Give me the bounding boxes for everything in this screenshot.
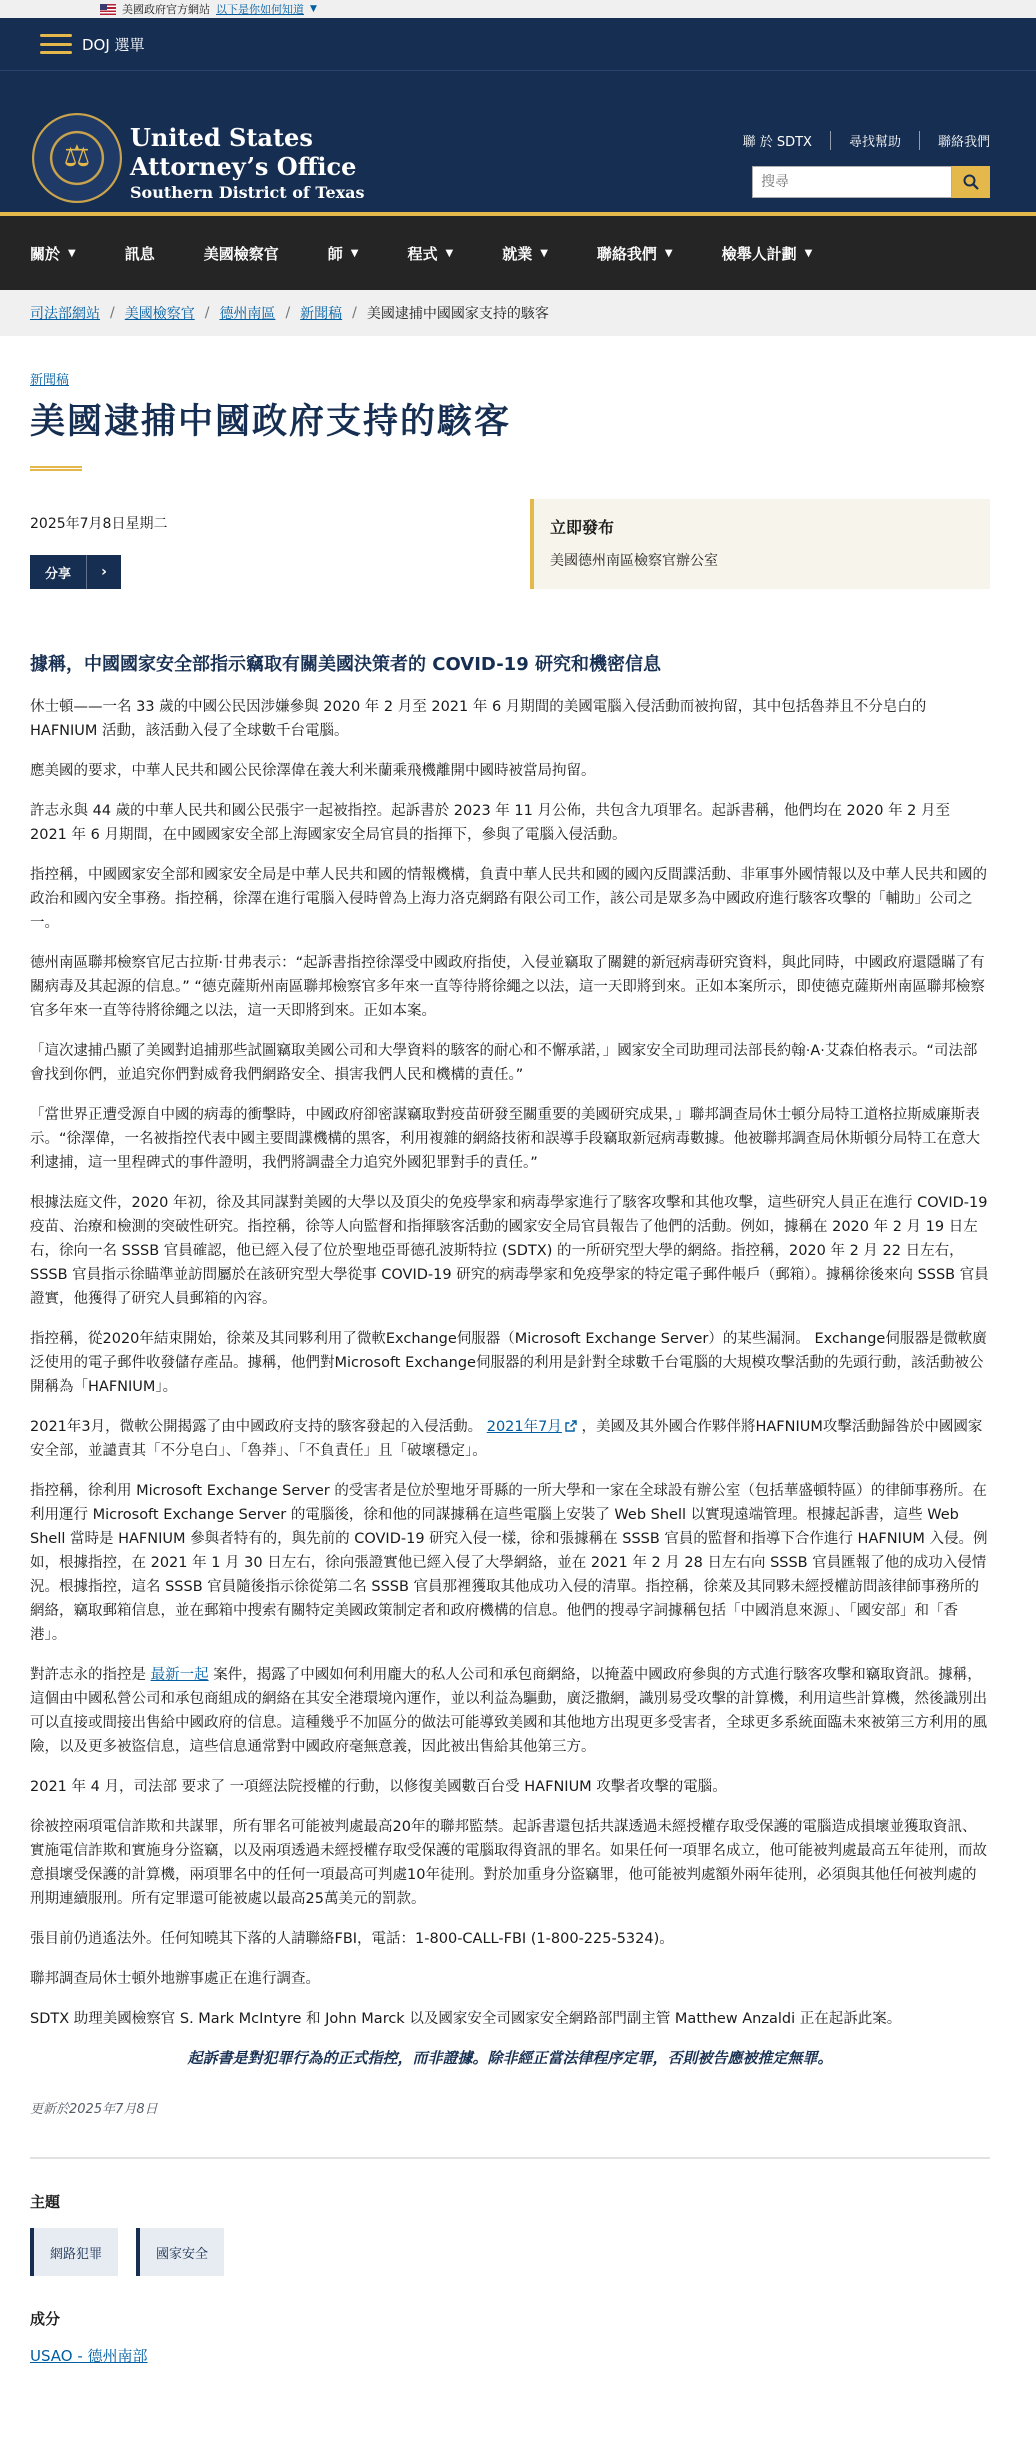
- nav-item-whistleblower[interactable]: [722, 243, 834, 264]
- chevron-down-icon: ▼: [664, 247, 673, 259]
- topic-cybercrime[interactable]: 網路犯罪: [30, 2228, 118, 2276]
- body-paragraph: 指控稱，從2020年結束開始，徐萊及其同夥利用了微軟Exchange伺服器（Microsoft Exchange Server）的某些漏洞。 Exchange伺服器是微軟廣泛使用的電子郵件收發儲存產品。據稱，他們對Microsoft Exchange伺服器的利用是針對全球數千台電腦的大規模攻擊活動的先頭行動，該活動被公開稱為「HAFNIUM」。: [30, 1331, 987, 1395]
- page-title: 美國逮捕中國政府支持的駭客: [30, 402, 512, 442]
- search-form: [752, 166, 990, 198]
- component-link[interactable]: USAO - 德州南部: [30, 2347, 148, 2365]
- gov-banner-text: 美國政府官方網站: [122, 3, 210, 16]
- nav-label: 訊息: [124, 244, 155, 263]
- doj-seal-logo[interactable]: [32, 113, 122, 203]
- chevron-down-icon: ▼: [540, 247, 548, 259]
- body-paragraph: 「這次逮捕凸顯了美國對追捕那些試圖竊取美國公司和大學資料的駭客的耐心和不懈承諾，」國家安全司助理司法部長約翰·A·艾森伯格表示。“司法部會找到你們，並追究你們對威脅我們網路安全、損害我們人民和機構的責任。”: [30, 1043, 978, 1083]
- breadcrumb-separator: /: [352, 305, 357, 321]
- breadcrumb-doj[interactable]: 司法部網站: [30, 306, 100, 322]
- article-content: [0, 336, 1036, 2366]
- search-input[interactable]: [752, 166, 952, 198]
- office-name-line2: Attorney’s Office: [130, 152, 357, 181]
- chevron-down-icon[interactable]: ▼: [310, 4, 317, 14]
- hamburger-menu-icon[interactable]: [40, 34, 72, 54]
- article-subheading: 據稱，中國國家安全部指示竊取有關美國決策者的 COVID-19 研究和機密信息: [30, 654, 661, 675]
- body-paragraph: 根據法庭文件，2020 年初，徐及其同謀對美國的大學以及頂尖的免疫學家和病毒學家進行了駭客攻擊和其他攻擊，這些研究人員正在進行 COVID-19 疫苗、治療和檢測的突破性研究。指控稱，徐等人向監督和指揮駭客活動的國家安全局官員報告了他們的活動。例如，據稱在 2020 年 2 月 19 日左右，徐向一名 SSSB 官員確認，他已經入侵了位於聖地亞哥德孔波斯特拉 (SDTX) 的一所研究型大學的網絡。指控稱，2020 年 2 月 22 日左右，SSSB 官員指示徐瞄準並訪問屬於在該研究型大學從事 COVID-19 研究的病毒學家和免疫學家的特定電子郵件帳戶（郵箱）。據稱徐後來向 SSSB 官員證實，他獲得了研究人員郵箱的內容。: [30, 1195, 989, 1307]
- release-heading: 立即發布: [550, 518, 615, 537]
- nav-label: 程式: [407, 244, 438, 263]
- chevron-down-icon: ▼: [350, 247, 359, 259]
- nav-label: 聯絡我們: [596, 244, 657, 263]
- util-link-find-help[interactable]: 尋找幫助: [830, 131, 901, 150]
- breadcrumb-separator: /: [110, 305, 115, 321]
- paragraph-text: 2021年3月，微軟公開揭露了由中國政府支持的駭客發起的入侵活動。: [30, 1419, 483, 1435]
- article-date: 2025年7月8日星期二: [30, 516, 168, 532]
- nav-label: 關於: [30, 244, 61, 263]
- breadcrumb-separator: /: [285, 305, 291, 321]
- share-label: 分享: [30, 555, 87, 589]
- main-nav: [0, 212, 1036, 290]
- search-icon: [963, 174, 979, 190]
- component-heading: 成分: [30, 2310, 61, 2328]
- util-link-contact[interactable]: 聯絡我們: [919, 131, 990, 150]
- body-paragraph: SDTX 助理美國檢察官 S. Mark McIntyre 和 John Marck 以及國家安全司國家安全網路部門副主管 Matthew Anzaldi 正在起訴此案。: [30, 2011, 902, 2027]
- body-paragraph: 徐被控兩項電信詐欺和共謀罪，所有罪名可能被判處最高20年的聯邦監禁。起訴書還包括共謀透過未經授權存取受保護的電腦造成損壞並獲取資訊、實施電信詐欺和實施身分盜竊，以及兩項透過未經授權存取受保護的電腦取得資訊的罪名。如果任何一項罪名成立，他可能被判處最高五年徒刑，而故意損壞受保護的計算機，兩項罪名中的任何一項最高可判處10年徒刑。對於加重身分盜竊罪，他可能被判處額外兩年徒刑，必須與其他任何被判處的刑期連續服刑。所有定罪還可能被處以最高25萬美元的罰款。: [30, 1819, 987, 1907]
- share-button[interactable]: [30, 555, 121, 589]
- paragraph-text: ，美國及其外國合作夥伴將HAFNIUM攻擊活動歸咎於中國國家安全部，並譴責其「不分皂白」、「魯莽」、「不負責任」且「破壞穩定」。: [30, 1419, 983, 1459]
- body-paragraph: 應美國的要求，中華人民共和國公民徐澤偉在義大利米蘭乘飛機離開中國時被當局拘留。: [30, 763, 596, 779]
- nav-label: 就業: [502, 244, 533, 263]
- chevron-down-icon: ▼: [68, 247, 76, 259]
- article-type-link[interactable]: 新聞稿: [30, 373, 70, 388]
- nav-item-news[interactable]: [125, 243, 176, 264]
- nav-item-programs[interactable]: [407, 243, 474, 264]
- body-paragraph: 2021 年 4 月，司法部 要求了 一項經法院授權的行動，以修復美國數百台受 HAFNIUM 攻擊者攻擊的電腦。: [30, 1779, 727, 1795]
- topics-heading: 主題: [30, 2193, 61, 2211]
- us-flag-icon: [100, 4, 116, 15]
- breadcrumb: [0, 290, 1036, 336]
- chevron-down-icon: ▼: [804, 247, 813, 259]
- section-divider: [30, 2157, 990, 2159]
- latest-case-link[interactable]: 最新一起: [150, 1667, 209, 1683]
- topic-national-security[interactable]: 國家安全: [136, 2228, 224, 2276]
- chevron-right-icon: ›: [101, 564, 107, 580]
- body-paragraph: 休士頓——一名 33 歲的中國公民因涉嫌參與 2020 年 2 月至 2021 年 6 月期間的美國電腦入侵活動而被拘留，其中包括魯莽且不分皂白的 HAFNIUM 活動，該活動入侵了全球數千台電腦。: [30, 699, 927, 739]
- util-link-about[interactable]: 聯 於 SDTX: [742, 135, 812, 150]
- updated-date: 更新於2025年7月8日: [30, 2102, 158, 2117]
- release-office: 美國德州南區檢察官辦公室: [550, 553, 718, 569]
- body-paragraph: [30, 1415, 990, 1463]
- nav-label: 美國檢察官: [203, 244, 279, 263]
- external-link-icon: [565, 1420, 577, 1432]
- july-2021-link[interactable]: 2021年7月: [486, 1419, 562, 1435]
- site-header: [0, 70, 1036, 212]
- body-paragraph: 指控稱，徐利用 Microsoft Exchange Server 的受害者是位於聖地牙哥縣的一所大學和一家在全球設有辦公室（包括華盛頓特區）的律師事務所。在利用運行 Microsoft Exchange Server 的電腦後，徐和他的同謀據稱在這些電腦上安裝了 Web Shell 以實現遠端管理。根據起訴書，這些 Web Shell 當時是 HAFNIUM 參與者特有的，與先前的 COVID-19 研究入侵一樣，徐和張據稱在 SSSB 官員的監督和指導下合作進行 HAFNIUM 入侵。例如，根據指控，在 2021 年 1 月 30 日左右，徐向張證實他已經入侵了大學網絡，並在 2021 年 2 月 28 日左右向 SSSB 官員匯報了他的成功入侵情況。根據指控，這名 SSSB 官員隨後指示徐從第二名 SSSB 官員那裡獲取其他成功入侵的清單。指控稱，徐萊及其同夥未經授權訪問該律師事務所的網絡，竊取郵箱信息，並在郵箱中搜索有關特定美國政策制定者和政府機構的信息。他們的搜尋字詞據稱包括「中國消息來源」、「國安部」和「香港」。: [30, 1483, 988, 1643]
- nav-item-contact[interactable]: [597, 243, 694, 264]
- breadcrumb-separator: /: [204, 305, 210, 321]
- body-paragraph: 指控稱，中國國家安全部和國家安全局是中華人民共和國的情報機構，負責中華人民共和國的國內反間諜活動、非軍事外國情報以及中華人民共和國的政治和國內安全事務。指控稱，徐澤在進行電腦入侵時曾為上海力洛克網路有限公司工作，該公司是眾多為中國政府進行駭客攻擊的「輔助」公司之一。: [30, 867, 987, 931]
- body-paragraph: [30, 1663, 990, 1759]
- office-name[interactable]: [130, 123, 365, 202]
- date-block: [30, 499, 167, 589]
- nav-item-employment[interactable]: [502, 243, 569, 264]
- nav-item-divisions[interactable]: [328, 243, 380, 264]
- office-name-district: Southern District of Texas: [130, 183, 365, 202]
- body-paragraph: 張目前仍逍遙法外。任何知曉其下落的人請聯絡FBI，電話：1-800-CALL-FBI (1-800-225-5324)。: [30, 1931, 674, 1947]
- article-body: [30, 695, 990, 2031]
- release-box: [530, 499, 990, 589]
- office-name-line1: United States: [130, 123, 313, 152]
- official-gov-banner: [0, 0, 1036, 18]
- body-paragraph: 德州南區聯邦檢察官尼古拉斯·甘弗表示：“起訴書指控徐澤受中國政府指使，入侵並竊取了關鍵的新冠病毒研究資料，與此同時，中國政府還隱瞞了有關病毒及其起源的信息。” “德克薩斯州南區聯邦檢察官多年來一直等待將徐繩之以法，這一天即將到來。正如本案所示，即使德克薩斯州南區聯邦檢察官多年來一直等待將徐繩之以法，這一天即將到來。正如本案。: [30, 955, 985, 1019]
- search-button[interactable]: [952, 166, 990, 198]
- doj-menu-label[interactable]: DOJ 選單: [82, 35, 145, 54]
- body-paragraph: 聯邦調查局休士頓外地辦事處正在進行調查。: [30, 1971, 320, 1987]
- breadcrumb-press-releases[interactable]: 新聞稿: [300, 306, 343, 322]
- indictment-disclaimer: 起訴書是對犯罪行為的正式指控，而非證據。除非經正當法律程序定罪，否則被告應被推定無罪。: [187, 2049, 833, 2067]
- nav-label: 師: [327, 244, 343, 263]
- nav-item-us-attorney[interactable]: [204, 243, 300, 264]
- article-meta: [30, 499, 990, 589]
- body-paragraph: 許志永與 44 歲的中華人民共和國公民張宇一起被指控。起訴書於 2023 年 11 月公佈，共包含九項罪名。起訴書稱，他們均在 2020 年 2 月至 2021 年 6 月期間，在中國國家安全部上海國家安全局官員的指揮下，參與了電腦入侵活動。: [30, 803, 951, 843]
- paragraph-text: 案件，揭露了中國如何利用龐大的私人公司和承包商網絡，以掩蓋中國政府參與的方式進行駭客攻擊和竊取資訊。據稱，這個由中國私營公司和承包商組成的網絡在其安全港環境內運作，並以利益為驅動，廣泛撒網，識別易受攻擊的計算機，利用這些計算機，然後識別出可以直接或間接出售給中國政府的信息。這種幾乎不加區分的做法可能導致美國和其他地方出現更多受害者，全球更多系統面臨未來被第三方利用的風險，以及更多被盜信息，這些信息通常對中國政府毫無意義，因此被出售給其他第三方。: [30, 1667, 987, 1755]
- paragraph-text: 對許志永的指控是: [30, 1667, 146, 1683]
- how-you-know-link[interactable]: 以下是你如何知道: [216, 3, 304, 16]
- doj-menu-bar: [0, 18, 1036, 70]
- utility-links: [743, 131, 990, 150]
- breadcrumb-usao[interactable]: 美國檢察官: [124, 306, 195, 322]
- body-paragraph: 「當世界正遭受源自中國的病毒的衝擊時，中國政府卻密謀竊取對疫苗研發至關重要的美國研究成果，」聯邦調查局休士頓分局特工道格拉斯威廉斯表示。“徐澤偉，一名被指控代表中國主要間諜機構的黑客，利用複雜的網絡技術和誤導手段竊取新冠病毒數據。他被聯邦調查局休斯頓分局特工在意大利逮捕，這一里程碑式的事件證明，我們將調盡全力追究外國犯罪對手的責任。”: [30, 1107, 981, 1171]
- nav-label: 檢舉人計劃: [721, 244, 797, 263]
- topics-list: [30, 2228, 990, 2276]
- breadcrumb-sdtx[interactable]: 德州南區: [219, 306, 276, 322]
- breadcrumb-current: 美國逮捕中國國家支持的駭客: [366, 306, 549, 322]
- title-divider: [30, 466, 82, 471]
- chevron-down-icon: ▼: [445, 247, 454, 259]
- nav-item-about[interactable]: [30, 243, 97, 264]
